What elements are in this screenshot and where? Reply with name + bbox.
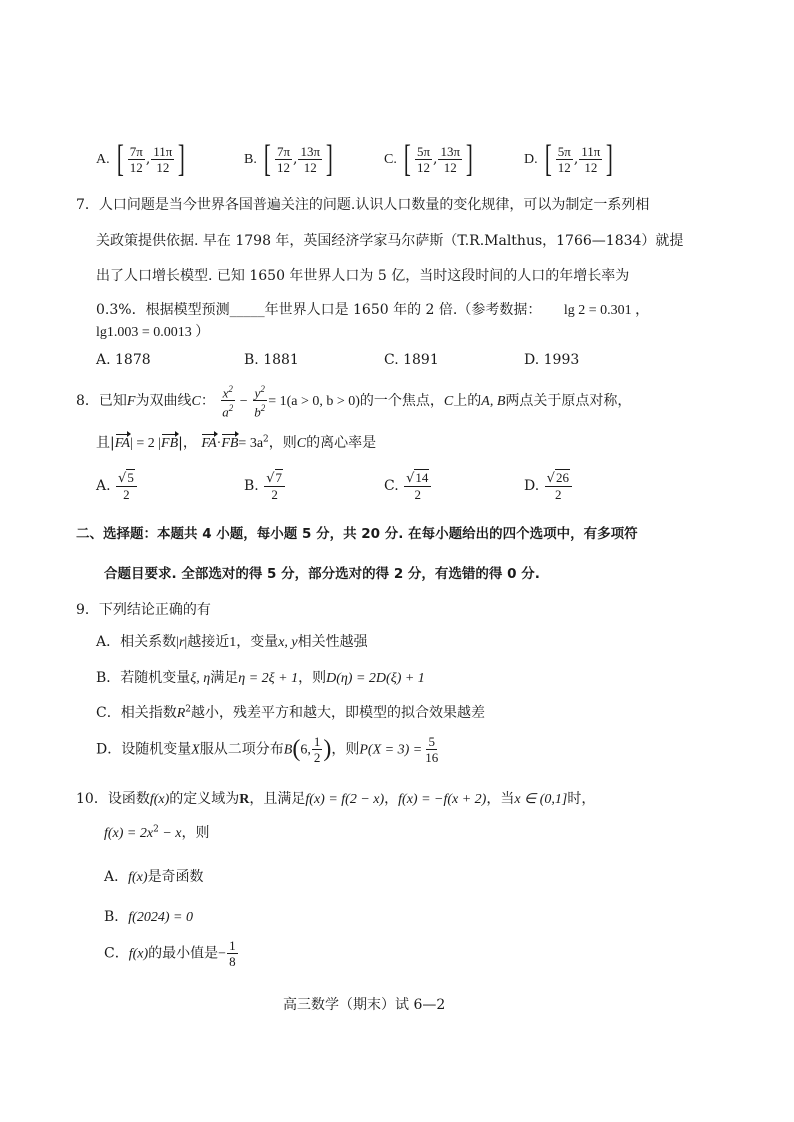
- q6d-frac1-num: 5π: [557, 143, 571, 159]
- q6a-frac1-num: 7π: [129, 143, 143, 159]
- q6b-frac1-den: 12: [276, 159, 290, 175]
- q7-option-b: B. 1881: [244, 352, 299, 368]
- section2-line2: 合题目要求. 全部选对的得 5 分，部分选对的得 2 分，有选错的得 0 分.: [104, 566, 540, 582]
- q9-b-mid: 满足: [210, 670, 239, 686]
- q6-option-c: C. [ $\frac{5\pi}{12}$ , $\frac{13\pi}{12}$ ]: [384, 138, 473, 180]
- q10-line2-tail: ，则: [181, 825, 210, 841]
- q8-text1: 为双曲线: [135, 392, 192, 409]
- q10-stem4: ，当: [486, 791, 515, 807]
- q9-option-b: [96, 667, 425, 687]
- q8-C: C: [191, 393, 201, 409]
- q8-text4: 两点关于原点对称，: [505, 392, 632, 409]
- q6c-frac2-den: 12: [443, 159, 457, 175]
- q10-eq1: f(x) = f(2 − x): [305, 792, 385, 807]
- q8-C2: C: [443, 393, 454, 409]
- q10-b-label: B．: [104, 909, 129, 925]
- q10-c-den: 8: [229, 954, 236, 969]
- q10-option-b: [104, 906, 193, 926]
- q8-option-d-label: D.: [524, 478, 540, 494]
- q8a-root: 5: [127, 470, 134, 485]
- q9-d-mid2: ，则: [331, 741, 360, 758]
- q10-a-f: f(x): [128, 870, 148, 885]
- q8-option-c-label: C.: [384, 478, 399, 494]
- q9-a-xy: x, y: [278, 635, 298, 650]
- q10-line2: $f(x) = 2x^2 - x$，则: [104, 824, 210, 841]
- q8-line2-c: |，: [178, 435, 197, 451]
- q9-d-half-den: 2: [313, 750, 321, 765]
- q9-d-P: P(X = 3) =: [359, 742, 423, 758]
- q8-vec-FB2: FB: [221, 436, 239, 451]
- q7-option-c: C. 1891: [384, 352, 439, 368]
- q9-d-B: B: [283, 742, 293, 758]
- q8-cond: = 1(a > 0, b > 0): [268, 393, 360, 409]
- q8-prefix: 8．已知: [76, 392, 127, 409]
- q9-stem: 9．下列结论正确的有: [76, 602, 211, 618]
- q9-b-eq2: D(η) = 2D(ξ) + 1: [326, 671, 425, 686]
- q8-dot: ·: [216, 436, 222, 451]
- q8-AB: A, B: [481, 393, 506, 409]
- q9-c-tail: 越小，残差平方和越大，即模型的拟合效果越差: [191, 705, 486, 721]
- q10-fx: f(x): [149, 792, 170, 807]
- q6a-frac2-den: 12: [156, 159, 170, 175]
- q10-a-label: A．: [104, 869, 129, 885]
- q8-vec-FA2: FA: [201, 436, 217, 451]
- q9-option-a: A．相关系数|r|越接近1，变量x, y相关性越强: [96, 634, 368, 650]
- q6-option-d: D. [ $\frac{5\pi}{12}$ , $\frac{11\pi}{12}$ ]: [524, 138, 614, 180]
- q6d-frac1-den: 12: [557, 159, 571, 175]
- q6-option-b-label: B.: [244, 152, 257, 167]
- q8d-den: 2: [555, 487, 562, 502]
- q9-b-mid2: ，则: [298, 670, 327, 686]
- q6b-frac2-num: 13π: [300, 143, 321, 159]
- q7-line5: lg1.003 = 0.0013 ）: [96, 325, 210, 340]
- q10-line2-eq: f(x) = 2x: [104, 826, 154, 841]
- q6-option-c-label: C.: [384, 152, 397, 167]
- q10-a-text: 是奇函数: [147, 869, 204, 885]
- page-footer: 高三数学（期末）试 6—2: [283, 997, 446, 1013]
- q8-F: F: [126, 393, 136, 409]
- q9-a-tail3: 相关性越强: [297, 634, 368, 650]
- q10-R: R: [239, 792, 250, 807]
- q9-d-six: 6,: [300, 742, 311, 758]
- q10-option-a: [104, 866, 204, 886]
- q8-line1: 8．已知F为双曲线C： $\frac{x^2}{a^2}$ − $\frac{y^2}{b^2}$ = 1(a > 0, b > 0)的一个焦点，C上的A, B两点关于原点对称，: [76, 384, 632, 420]
- q9-c-text: C．相关指数: [96, 705, 177, 721]
- q7-line1: 7．人口问题是当今世界各国普遍关注的问题.认识人口数量的变化规律，可以为制定一系列相: [76, 197, 650, 213]
- q9-d-X: X: [191, 742, 200, 758]
- q6-option-b: B. [ $\frac{7\pi}{12}$ , $\frac{13\pi}{12}$ ]: [244, 138, 333, 180]
- q9-option-c: C．相关指数$R^2$越小，残差平方和越大，即模型的拟合效果越差: [96, 704, 486, 721]
- q10-c-f: f(x): [128, 946, 149, 962]
- q9-option-d: D．设随机变量X服从二项分布B(6, $\frac{1}{2}$ )，则P(X = 3) = $\frac{5}{16}$: [96, 734, 439, 765]
- q8-y2-frac: $\frac{y^2}{b^2}$: [254, 384, 266, 420]
- q8-vec-FA: FA: [114, 436, 131, 451]
- q9-d-mid: 服从二项分布: [199, 741, 284, 758]
- q9-a-tail2: ，变量: [236, 634, 279, 650]
- q8-x2-frac: $\frac{x^2}{a^2}$: [222, 384, 234, 420]
- q10-sep: ，: [384, 791, 399, 807]
- section2-line1: 二、选择题：本题共 4 小题，每小题 5 分，共 20 分. 在每小题给出的四个选项中，有多项符: [76, 526, 638, 542]
- q8-text3: 上的: [453, 392, 482, 409]
- q7-ref-lg2: lg 2 = 0.301 ，: [563, 303, 650, 318]
- q8-option-b-label: B.: [244, 478, 259, 494]
- q8-line2: 且|FA| = 2 |FB|， $FA\cdot FB= 3a^2$，则C的离心率是: [96, 434, 377, 451]
- q8-vec-FB: FB: [161, 436, 179, 451]
- q8-text6: 的离心率是: [306, 435, 377, 451]
- q8-option-a-label: A.: [96, 478, 111, 494]
- q8-text5: ，则: [268, 435, 297, 451]
- q9-d-res-den: 16: [425, 750, 439, 765]
- q6-option-a: A. [ $\frac{7\pi}{12}$ , $\frac{11\pi}{12}$ ]: [96, 138, 186, 180]
- q8b-root: 7: [275, 470, 282, 485]
- q6c-frac1-den: 12: [416, 159, 430, 175]
- q10-stem3: ，且满足: [249, 791, 306, 807]
- q7-line2: 关政策提供依据. 早在 1798 年，英国经济学家马尔萨斯（T.R.Malthus，1766—1834）就提: [96, 233, 684, 249]
- q9-d-res-num: 5: [428, 734, 435, 749]
- q8a-den: 2: [123, 487, 130, 502]
- q10-c-text: 的最小值是: [148, 945, 219, 962]
- q6d-frac2-num: 11π: [581, 143, 601, 159]
- q8-eq: = 3a: [238, 436, 264, 451]
- q9-d-text: D．设随机变量: [96, 741, 192, 758]
- q8-text2: 的一个焦点，: [359, 392, 444, 409]
- q9-c-R: R: [176, 706, 186, 721]
- q6-option-d-label: D.: [524, 152, 538, 167]
- q10-stem: [76, 788, 595, 808]
- q8c-root: 14: [415, 470, 429, 485]
- q8-colon: ：: [200, 392, 215, 409]
- q10-stem2: 的定义域为: [169, 791, 240, 807]
- q8b-den: 2: [271, 487, 278, 502]
- q9-a-one: 1: [229, 635, 237, 650]
- q9-b-eq1: η = 2ξ + 1: [238, 671, 299, 686]
- q10-c-num: 1: [229, 938, 236, 953]
- q9-a-r: r: [178, 635, 185, 650]
- q7-line3: 出了人口增长模型. 已知 1650 年世界人口为 5 亿，当时这段时间的人口的年增长率为: [96, 268, 630, 284]
- q8c-den: 2: [414, 487, 422, 502]
- q10-stem5: 时，: [567, 791, 596, 807]
- q6-option-a-label: A.: [96, 152, 110, 167]
- q10-b-eq: f(2024) = 0: [128, 910, 193, 925]
- q7-option-d: D. 1993: [524, 352, 580, 368]
- q8-C3: C: [296, 436, 307, 451]
- q6b-frac2-den: 12: [303, 159, 317, 175]
- q10-line2-eq-tail: − x: [158, 826, 182, 841]
- q9-b-vars: ξ, η: [190, 671, 211, 686]
- q8-option-b: B. $\frac{√7}{2}$: [244, 470, 286, 502]
- q9-a-text: A．相关系数: [96, 634, 177, 650]
- q8d-root: 26: [555, 470, 569, 485]
- q9-a-tail1: 越接近: [187, 634, 230, 650]
- q8-line2-a: 且|: [96, 435, 115, 451]
- q8-option-c: C. $\frac{√14}{2}$: [384, 470, 432, 502]
- q10-dom: x ∈ (0,1]: [514, 792, 568, 807]
- q6c-frac1-num: 5π: [416, 143, 431, 159]
- q10-c-minus: −: [218, 946, 227, 962]
- q10-option-c: [104, 938, 239, 969]
- q6a-frac1-den: 12: [129, 159, 143, 175]
- q6c-frac2-num: 13π: [440, 143, 461, 159]
- q8-option-a: A. $\frac{√5}{2}$: [96, 470, 138, 502]
- q7-line4: [96, 299, 649, 319]
- q7-line4-text: 0.3%．根据模型预测_____年世界人口是 1650 年的 2 倍.（参考数据：: [96, 302, 542, 318]
- q8-line2-b: | = 2 |: [130, 436, 162, 451]
- q9-d-half-num: 1: [313, 734, 321, 749]
- q7-option-a: A. 1878: [96, 352, 151, 368]
- q10-stem1: 10．设函数: [76, 791, 150, 807]
- q10-eq2: f(x) = −f(x + 2): [398, 792, 487, 807]
- q10-c-label: C．: [104, 945, 129, 962]
- q6d-frac2-den: 12: [584, 159, 598, 175]
- q9-b-text: B．若随机变量: [96, 670, 191, 686]
- q6b-frac1-num: 7π: [276, 143, 291, 159]
- q8-option-d: D. $\frac{√26}{2}$: [524, 470, 573, 502]
- q6a-frac2-num: 11π: [153, 143, 173, 159]
